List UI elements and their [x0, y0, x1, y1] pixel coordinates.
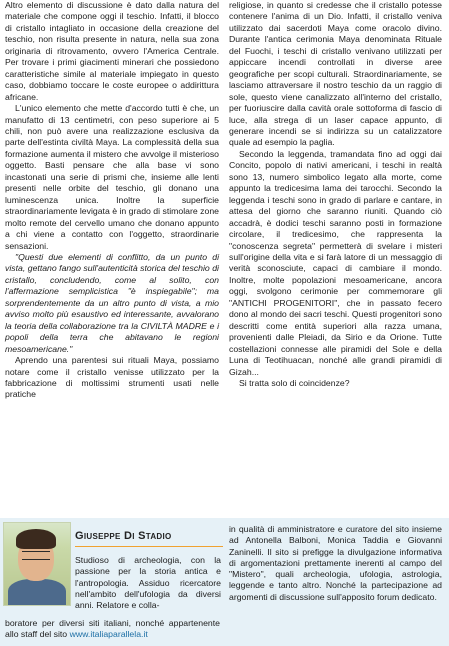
author-name: Giuseppe Di Stadio: [75, 530, 172, 542]
article-paragraph: Secondo la leggenda, tramandata fino ad oggi dai Concito, popolo di nativi americani, i teschi in realtà sono 13, numero simbolico legato alla morte, come appunto la tredicesima lama dei tarocchi. Secondo la leggenda i teschi sono in grado di parlare e cantare, in attesa del giorno che saranno riuniti. Quando ciò accadrà, è dodici teschi saranno posti in formazione circolare, il tredicesimo, che rappresenta la "conoscenza segreta" permetterà di svelare i misteri sull'origine della vita e si farà latore di un messaggio di verità sconosciute, capaci di cambiare il mondo. Inoltre, molte popolazioni mesoamericane, ancora oggi, svolgono cerimonie per commemorare gli "ANTICHI PROGENITORI", che in passato fecero dono al mondo dei sacri teschi. Questi progenitori sono descritti come entità superiori alla razza umana, provenienti dalle Pleiadi, da Sirio e da Orione. Tutte costellazioni connesse alle piramidi del Sole e della Luna di Teotihuacan, nonché alle grandi piramidi di Gizah...: [229, 148, 442, 377]
author-bio-box: [0, 518, 449, 646]
author-bio-text-continued: [5, 618, 220, 641]
article-column-right: [229, 0, 442, 389]
article-quote: "Questi due elementi di conflitto, da un punto di vista, gettano fango sull'autenticità storica del teschio di cristallo, concludendo, come al solito, con l'affermazione semplicistica "è inspiegabile"; ma sorprendentemente da un altro punto di vista, a mio avviso molto più esaustivo ed interessante, avvalorano la teoria della collaborazione tra la CIVILTÀ MADRE e i popoli della terra che abitavano le regioni mesoamericane.": [5, 251, 219, 354]
article-paragraph: Altro elemento di discussione è dato dalla natura del materiale che compone oggi il teschio. Infatti, il blocco di cristallo intagliato in occasione della creazione del teschio, non risulta presente in natura, nella sua zona originaria di ritrovamento, ovvero l'America Centrale. Per trovare i primi giacimenti minerari che possiedono caratteristiche simile al materiale impiegato in questo caso, dobbiamo toccare le coste europee o addirittura africane.: [5, 0, 219, 102]
author-bio-text-right: in qualità di amministratore e curatore del sito insieme ad Antonella Balboni, Monica Taddia e Giovanni Zaninelli. Il sito si prefigge la divulgazione informativa di argomentazioni prettamente inerenti al campo del "Mistero", quali archeologia, ufologia, astrologia, leggende e tanto altro. Nonché la partecipazione ad argomenti di discussione sull'apposito forum dedicato.: [229, 524, 442, 602]
author-name-divider: [75, 546, 223, 547]
site-link[interactable]: www.italiaparallela.it: [69, 629, 148, 640]
author-bio-text: Studioso di archeologia, con la passione per la storia antica e l'antropologia. Assiduo ricercatore nell'ambito dell'ufologia da diversi anni. Relatore e colla-: [75, 555, 221, 611]
author-photo: [3, 522, 71, 606]
article-paragraph: Aprendo una parentesi sui rituali Maya, possiamo notare come il cristallo venisse utilizzato per la fabbricazione di moltissimi strumenti usati nelle pratiche: [5, 355, 219, 400]
article-paragraph: religiose, in quanto si credesse che il cristallo potesse contenere l'anima di un Dio. Infatti, il cristallo veniva utilizzato dai sacerdoti Maya come oracolo divino. Durante l'antica cerimonia Maya denominata Rituale del Fuochi, i teschi di cristallo venivano utilizzati per appiccare incendi controllati in diverse aree geografiche per scopi culturali. Straordinariamente, se lasciamo attraversare il nostro teschio da un raggio di sole, questo viene canalizzato all'interno del cristallo, per fuoriuscire dalla cavità orale sottoforma di fascio di luce, alla strega di un laser capace appunto, di generare incendi se si indirizza su un catalizzatore quale ad esempio la paglia.: [229, 0, 442, 148]
author-bio-text-bottom: boratore per diversi siti italiani, nonché appartenente allo staff del sito: [5, 618, 220, 640]
article-closing-question: Si tratta solo di coincidenze?: [239, 377, 350, 388]
article-paragraph: L'unico elemento che mette d'accordo tutti è che, un manufatto di 13 centimetri, con peso superiore ai 5 chili, non può avere una realizzazione esclusiva da parte dell'estinta civiltà Maya. La complessità della sua formazione aumenta il mistero che avvolge il misterioso oggetto. Basti pensare che alla base vi sono incastonati una serie di prismi che, insieme alle lenti presenti nelle orbite del teschio, gli donano una luminescenza unica. Inoltre la superficie straordinariamente levigata è in grado di stimolare zone molto remote del cervello umano che donano appunto a chi viene a contatto con l'oggetto, straordinarie sensazioni.: [5, 103, 219, 251]
article-column-left: [5, 0, 219, 401]
